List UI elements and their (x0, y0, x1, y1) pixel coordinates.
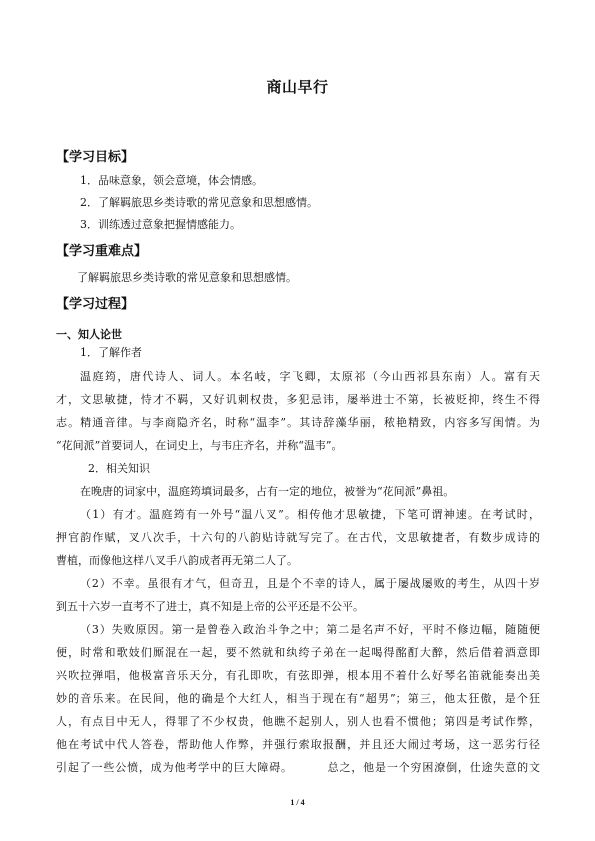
goal-item: 3．训练透过意象把握情感能力。 (80, 218, 241, 231)
focus-text: 了解羁旅思乡类诗歌的常见意象和思想感情。 (77, 271, 297, 284)
failure-paragraph-line: 妙的音乐来。在民间，他的确是个大红人，相当于现在有“超男”；第三，他太狂傲，是个狂 (56, 692, 540, 705)
talent-paragraph-line: （1）有才。温庭筠有一外号“温八叉”。相传他才思敏捷，下笔可谓神速。在考试时， (80, 508, 540, 521)
failure-paragraph-line: 兴吹拉弹唱，他极富音乐天分，有孔即吹，有弦即弹，根本用不着什么好琴名笛就能奏出美 (56, 669, 540, 682)
talent-paragraph-line: 曹植，而像他这样八叉手八韵成者再无第二人了。 (56, 554, 298, 567)
failure-paragraph-line: 人，有点目中无人，得罪了不少权贵，他瞧不起别人，别人也看不惯他；第四是考试作弊， (56, 715, 540, 728)
author-paragraph-line: 才，文思敏捷，恃才不羁，又好讥刺权贵，多犯忌讳，屡举进士不第，长被贬抑，终生不得 (56, 393, 540, 406)
section-heading-process: 【学习过程】 (56, 297, 135, 312)
goal-item: 1．品味意象，领会意境，体会情感。 (80, 174, 263, 187)
page-number: 1 / 4 (290, 798, 305, 807)
failure-paragraph-line: （3）失败原因。第一是曾卷入政治斗争之中；第二是名声不好，平时不修边幅，随随便 (80, 623, 540, 636)
part1-heading: 一、知人论世 (56, 328, 122, 341)
misfortune-paragraph-line: （2）不幸。虽很有才气，但奇丑，且是个不幸的诗人，属于屡战屡败的考生，从四十岁 (80, 577, 540, 590)
knowledge-intro: 在晚唐的词家中，温庭筠填词最多，占有一定的地位，被誉为“花间派”鼻祖。 (80, 485, 455, 498)
misfortune-paragraph-line: 到五十六岁一直考不了进士，真不知是上帝的公平还是不公平。 (56, 600, 364, 613)
failure-paragraph-line: 便，时常和歌妓们厮混在一起，要不然就和纨绔子弟在一起喝得酩酊大醉，然后借着酒意即 (56, 646, 540, 659)
goal-item: 2．了解羁旅思乡类诗歌的常见意象和思想感情。 (80, 196, 318, 209)
page-title: 商山早行 (266, 78, 329, 96)
section-heading-focus: 【学习重难点】 (56, 244, 148, 259)
author-paragraph-line: “花间派”首要词人，在词史上，与韦庄齐名，并称“温韦”。 (56, 439, 343, 452)
failure-paragraph-line: 引起了一些公愤，成为他考学中的巨大障碍。 总之，他是一个穷困潦倒，仕途失意的文 (56, 761, 540, 774)
failure-paragraph-line: 他在考试中代人答卷，帮助他人作弊，并强行索取报酬，并且还大闹过考场，这一恶劣行径 (56, 738, 540, 751)
author-paragraph-line: 温庭筠，唐代诗人、词人。本名岐，字飞卿，太原祁（今山西祁县东南）人。富有天 (80, 370, 540, 383)
author-paragraph-line: 志。精通音律。与李商隐齐名，时称“温李”。其诗辞藻华丽，秾艳精致，内容多写闺情。为 (56, 416, 540, 429)
talent-paragraph-line: 押官韵作赋，叉八次手，十六句的八韵贴诗就写完了。在古代，文思敏捷者，有数步成诗的 (56, 531, 540, 544)
author-heading: 1．了解作者 (80, 346, 142, 359)
knowledge-heading: 2．相关知识 (88, 462, 150, 475)
section-heading-goals: 【学习目标】 (56, 150, 135, 165)
